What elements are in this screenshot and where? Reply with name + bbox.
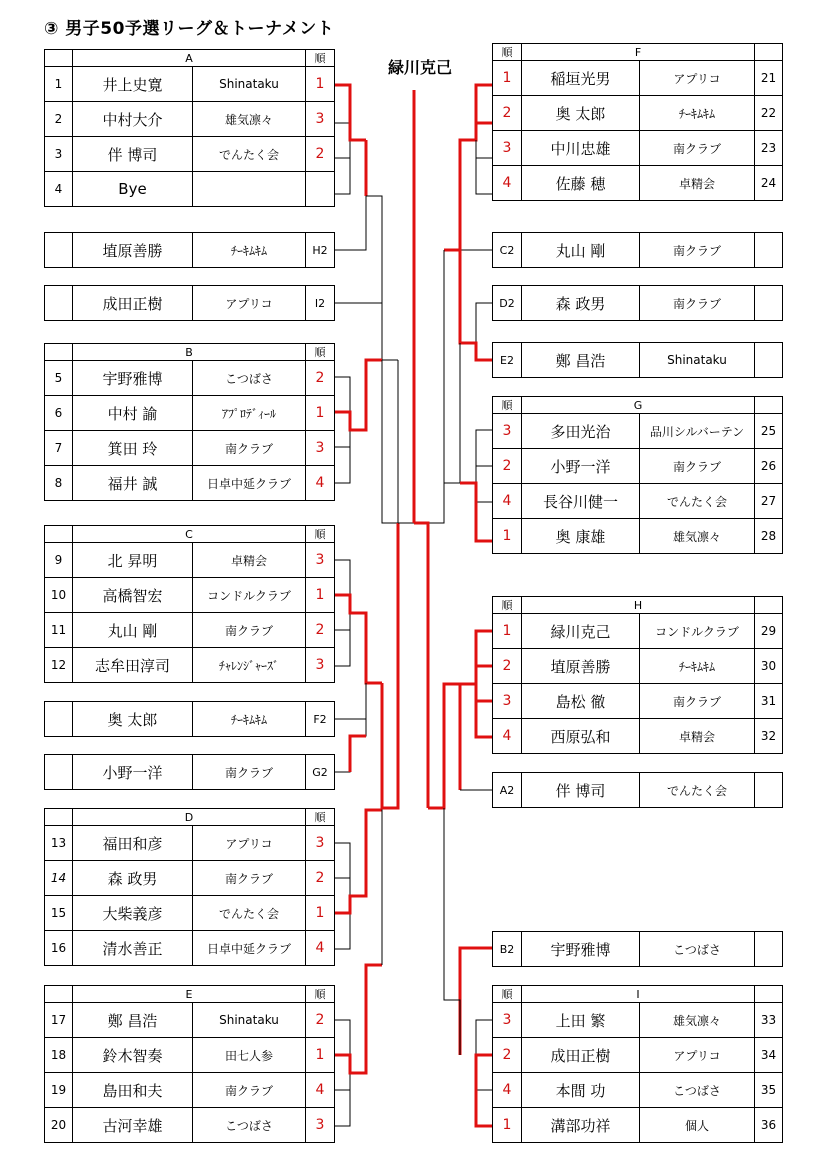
table-row: 2 成田正樹 アプリコ 34 <box>493 1038 783 1073</box>
bracket-line <box>476 1020 492 1126</box>
table-row: 3 中川忠雄 南クラブ 23 <box>493 131 783 166</box>
table-row: 7 箕田 玲 南クラブ 3 <box>45 431 335 466</box>
group-table-c <box>44 525 335 683</box>
table-row: 2 埴原善勝 ﾁｰｷﾑｷﾑ 30 <box>493 649 783 684</box>
rank-header: 順 <box>493 397 522 414</box>
bracket-win-line <box>460 948 492 1055</box>
table-row: 11 丸山 剛 南クラブ 2 <box>45 613 335 648</box>
bracket-win-line <box>444 250 492 360</box>
group-label: H <box>522 597 755 614</box>
group-label: G <box>522 397 755 414</box>
rank-header: 順 <box>493 44 522 61</box>
champion-name: 緑川克己 <box>387 58 452 77</box>
rank-header: 順 <box>306 344 335 361</box>
bracket-win-line <box>350 736 366 772</box>
bracket-line <box>334 1020 350 1126</box>
bracket-line <box>382 360 398 523</box>
qualifier-g2: 小野一洋 南クラブ G2 <box>44 754 335 790</box>
bracket-line <box>382 250 398 360</box>
table-row: 1 溝部功祥 個人 36 <box>493 1108 783 1143</box>
rank-header: 順 <box>306 809 335 826</box>
group-table-i <box>492 985 783 1143</box>
table-row: 4 西原弘和 卓精会 32 <box>493 719 783 754</box>
table-row: 2 奥 太郎 ﾁｰｷﾑｷﾑ 22 <box>493 96 783 131</box>
bracket-win-line <box>460 483 492 541</box>
table-row: 4 長谷川健一 でんたく会 27 <box>493 484 783 519</box>
table-row: 3 上田 繁 雄気凛々 33 <box>493 1003 783 1038</box>
bracket-win-line <box>460 684 476 790</box>
bracket-line <box>334 140 366 250</box>
table-row: 15 大柴義彦 でんたく会 1 <box>45 896 335 931</box>
table-row: 1 稲垣光男 アプリコ 21 <box>493 61 783 96</box>
table-row: 6 中村 諭 ｱﾌﾟﾛﾃﾞｨｰﾙ 1 <box>45 396 335 431</box>
bracket-win-line <box>382 523 398 808</box>
bracket-win-line <box>476 631 492 737</box>
group-table-d <box>44 808 335 966</box>
bracket-win-line <box>428 684 460 808</box>
table-row: 10 高橋智宏 コンドルクラブ 1 <box>45 578 335 613</box>
table-row: 1 緑川克己 コンドルクラブ 29 <box>493 614 783 649</box>
table-row: 16 清水善正 日卓中延クラブ 4 <box>45 931 335 966</box>
table-row: 2 中村大介 雄気凛々 3 <box>45 102 335 137</box>
group-label: I <box>522 986 755 1003</box>
group-label: F <box>522 44 755 61</box>
group-label: A <box>73 50 306 67</box>
qualifier-c2: C2 丸山 剛 南クラブ <box>492 232 783 268</box>
group-label: E <box>73 986 306 1003</box>
bracket-win-line <box>414 523 428 808</box>
table-row: 5 宇野雅博 こつばさ 2 <box>45 361 335 396</box>
rank-header: 順 <box>493 986 522 1003</box>
bracket-line <box>334 377 350 483</box>
bracket-win-line <box>334 85 366 140</box>
bracket-line <box>334 683 366 719</box>
table-row: 2 小野一洋 南クラブ 26 <box>493 449 783 484</box>
table-row: 9 北 昇明 卓精会 3 <box>45 543 335 578</box>
table-row: 8 福井 誠 日卓中延クラブ 4 <box>45 466 335 501</box>
table-row: 14 森 政男 南クラブ 2 <box>45 861 335 896</box>
table-row: 20 古河幸雄 こつばさ 3 <box>45 1108 335 1143</box>
qualifier-h2: 埴原善勝 ﾁｰｷﾑｷﾑ H2 <box>44 232 335 268</box>
bracket-line <box>334 683 366 772</box>
bracket-line <box>476 140 492 194</box>
table-row: 4 佐藤 穂 卓精会 24 <box>493 166 783 201</box>
rank-header: 順 <box>306 50 335 67</box>
table-row: 3 島松 徹 南クラブ 31 <box>493 684 783 719</box>
qualifier-e2: E2 鄭 昌浩 Shinataku <box>492 342 783 378</box>
group-table-b <box>44 343 335 501</box>
table-row: 3 多田光治 品川シルバーテン 25 <box>493 414 783 449</box>
bracket-win-line <box>334 810 382 913</box>
bracket-line <box>414 483 444 523</box>
bracket-line <box>476 430 492 502</box>
table-row: 19 島田和夫 南クラブ 4 <box>45 1073 335 1108</box>
rank-header: 順 <box>493 597 522 614</box>
bracket-line <box>334 123 350 194</box>
qualifier-a2: A2 伴 博司 でんたく会 <box>492 772 783 808</box>
qualifier-b2: B2 宇野雅博 こつばさ <box>492 931 783 967</box>
qualifier-d2: D2 森 政男 南クラブ <box>492 285 783 321</box>
group-table-h <box>492 596 783 754</box>
table-row: 17 鄭 昌浩 Shinataku 2 <box>45 1003 335 1038</box>
bracket-line <box>444 250 460 483</box>
bracket-win-line <box>334 965 382 1073</box>
page-title: ③ 男子50予選リーグ＆トーナメント <box>44 19 335 39</box>
bracket-win-line <box>476 1055 492 1126</box>
bracket-win-line <box>334 595 382 683</box>
table-row: 13 福田和彦 アプリコ 3 <box>45 826 335 861</box>
bracket-line <box>444 808 460 1055</box>
table-row: 12 志牟田淳司 ﾁｬﾚﾝｼﾞｬｰｽﾞ 3 <box>45 648 335 683</box>
group-label: B <box>73 344 306 361</box>
table-row: 3 伴 博司 でんたく会 2 <box>45 137 335 172</box>
bracket-line <box>334 843 350 949</box>
bracket-line <box>334 196 382 303</box>
group-label: D <box>73 809 306 826</box>
bracket-line <box>460 303 492 343</box>
group-label: C <box>73 526 306 543</box>
group-table-f <box>492 43 783 201</box>
group-table-g <box>492 396 783 554</box>
table-row: 4 本間 功 こつばさ 35 <box>493 1073 783 1108</box>
qualifier-i2: 成田正樹 アプリコ I2 <box>44 285 335 321</box>
table-row: 1 井上史寛 Shinataku 1 <box>45 67 335 102</box>
qualifier-f2: 奥 太郎 ﾁｰｷﾑｷﾑ F2 <box>44 701 335 737</box>
group-table-a <box>44 49 335 207</box>
bracket-win-line <box>334 360 382 430</box>
table-row: 4 Bye <box>45 172 335 207</box>
table-row: 18 鈴木智奏 田七人参 1 <box>45 1038 335 1073</box>
bracket-line <box>334 560 350 666</box>
bracket-win-line <box>460 85 492 250</box>
table-row: 1 奥 康雄 雄気凛々 28 <box>493 519 783 554</box>
rank-header: 順 <box>306 986 335 1003</box>
rank-header: 順 <box>306 526 335 543</box>
group-table-e <box>44 985 335 1143</box>
